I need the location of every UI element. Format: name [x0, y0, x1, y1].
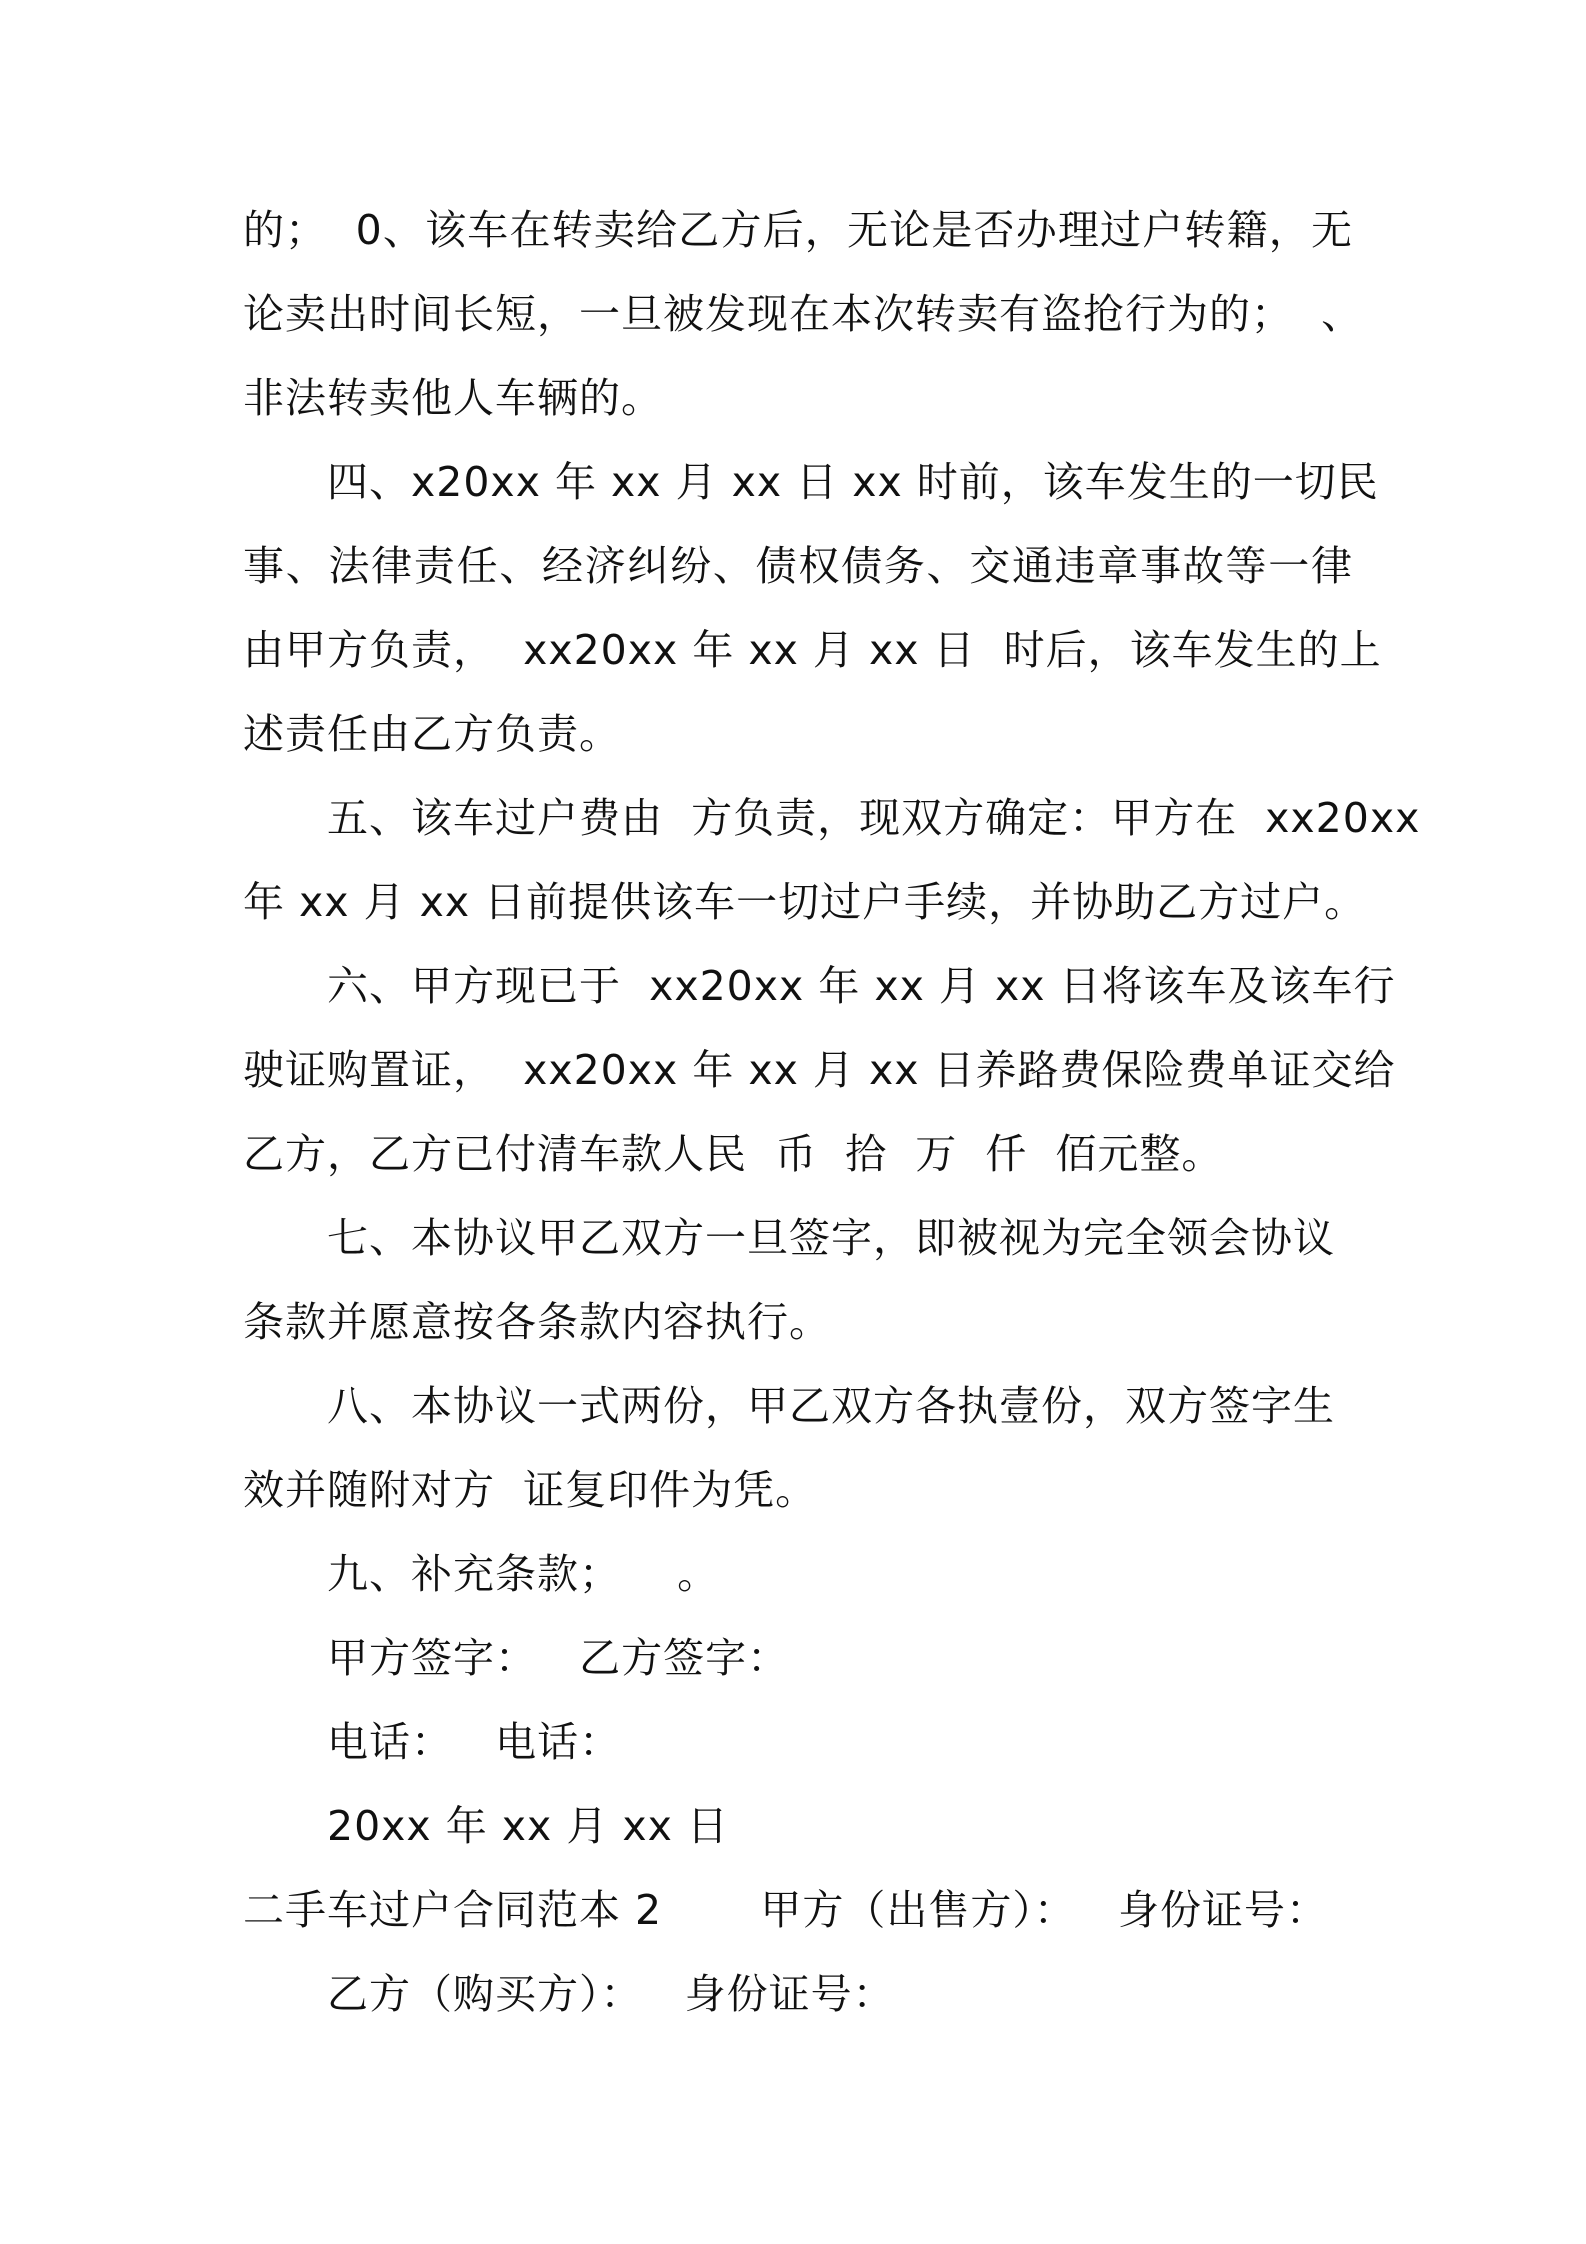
clause-4-line-1: 四、x20xx 年 xx 月 xx 日 xx 时前，该车发生的一切民 — [327, 458, 1379, 506]
text-line-1: 的； 0、该车在转卖给乙方后，无论是否办理过户转籍，无 — [243, 206, 1353, 254]
clause-8-line-2: 效并随附对方 证复印件为凭。 — [243, 1466, 818, 1514]
signature-line: 甲方签字： 乙方签字： — [327, 1634, 790, 1682]
clause-6-line-2: 驶证购置证， xx20xx 年 xx 月 xx 日养路费保险费单证交给 — [243, 1046, 1396, 1094]
clause-7-line-2: 条款并愿意按各条款内容执行。 — [243, 1298, 831, 1346]
clause-5-line-2: 年 xx 月 xx 日前提供该车一切过户手续，并协助乙方过户。 — [243, 878, 1367, 926]
clause-6-line-3: 乙方，乙方已付清车款人民 币 拾 万 仟 佰元整。 — [243, 1130, 1224, 1178]
clause-8-line-1: 八、本协议一式两份，甲乙双方各执壹份，双方签字生 — [327, 1382, 1335, 1430]
clause-5-line-1: 五、该车过户费由 方负责，现双方确定：甲方在 xx20xx — [327, 794, 1421, 842]
clause-4-line-3: 由甲方负责， xx20xx 年 xx 月 xx 日 时后，该车发生的上 — [243, 626, 1382, 674]
text-line-3: 非法转卖他人车辆的。 — [243, 374, 663, 422]
clause-4-line-2: 事、法律责任、经济纠纷、债权债务、交通违章事故等一律 — [243, 542, 1353, 590]
clause-9-line: 九、补充条款； 。 — [327, 1550, 720, 1598]
template-2-title-line: 二手车过户合同范本 2 甲方（出售方）： 身份证号： — [243, 1886, 1328, 1934]
party-b-line: 乙方（购买方）： 身份证号： — [327, 1970, 895, 2018]
clause-6-line-1: 六、甲方现已于 xx20xx 年 xx 月 xx 日将该车及该车行 — [327, 962, 1396, 1010]
clause-4-line-4: 述责任由乙方负责。 — [243, 710, 621, 758]
phone-line: 电话： 电话： — [327, 1718, 622, 1766]
clause-7-line-1: 七、本协议甲乙双方一旦签字，即被视为完全领会协议 — [327, 1214, 1335, 1262]
date-line: 20xx 年 xx 月 xx 日 — [327, 1802, 729, 1850]
text-line-2: 论卖出时间长短，一旦被发现在本次转卖有盗抢行为的； 、 — [243, 290, 1364, 338]
